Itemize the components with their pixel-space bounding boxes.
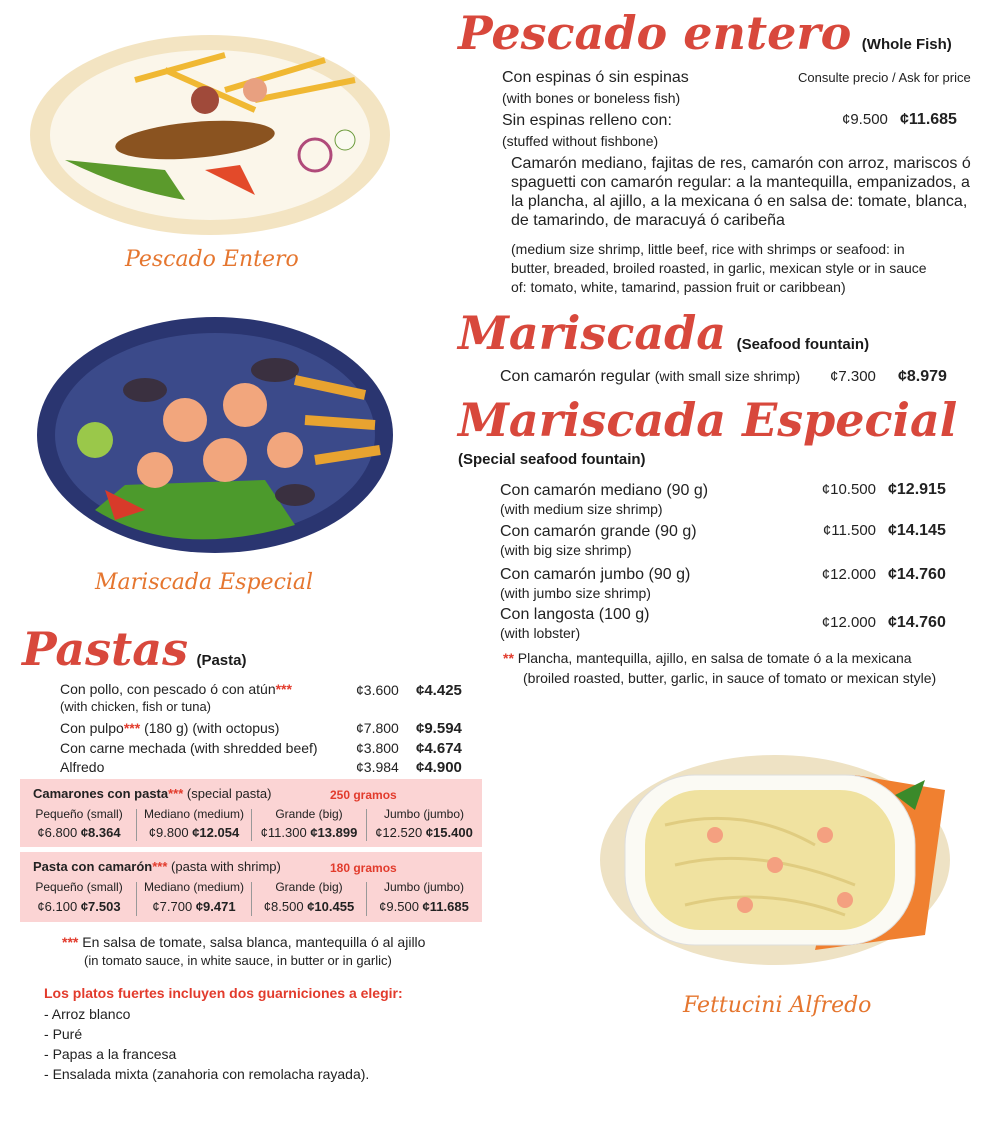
size-label: Mediano (medium) bbox=[143, 880, 245, 894]
size-new-price: ¢8.364 bbox=[80, 825, 121, 840]
size-new-price: ¢10.455 bbox=[307, 899, 355, 914]
size-label: Pequeño (small) bbox=[35, 880, 123, 894]
especial-item-name: Con camarón jumbo (90 g) bbox=[500, 566, 691, 583]
size-label: Grande (big) bbox=[275, 807, 343, 821]
especial-item-new-price: ¢14.145 bbox=[888, 522, 946, 539]
divider bbox=[251, 809, 252, 841]
whole-fish-plate-image bbox=[25, 20, 395, 240]
pasta-item-mark: *** bbox=[123, 720, 141, 736]
size-old-price: ¢12.520 bbox=[375, 825, 423, 840]
pasta-item-name: Alfredo bbox=[60, 759, 105, 775]
size-new-price: ¢12.054 bbox=[192, 825, 240, 840]
pasta-con-camaron-box bbox=[20, 852, 482, 922]
mariscada-item-en: (with small size shrimp) bbox=[654, 368, 801, 384]
pasta-item-name: Con pulpo bbox=[60, 720, 124, 736]
size-new-price: ¢15.400 bbox=[425, 825, 473, 840]
whole-fish-item1-en: (with bones or boneless fish) bbox=[502, 90, 681, 106]
especial-item-en: (with jumbo size shrimp) bbox=[500, 585, 651, 601]
size-new-price: ¢9.471 bbox=[195, 899, 236, 914]
box-mark: *** bbox=[168, 786, 184, 801]
camarones-con-pasta-box bbox=[20, 779, 482, 847]
especial-item-old-price: ¢10.500 bbox=[821, 481, 876, 498]
size-price bbox=[255, 899, 363, 914]
whole-fish-item2-old-price: ¢9.500 bbox=[842, 111, 888, 128]
size-label: Jumbo (jumbo) bbox=[383, 880, 465, 894]
especial-note-mark: ** bbox=[503, 650, 514, 666]
side-item: - Ensalada mixta (zanahoria con remolacha rayada). bbox=[44, 1064, 369, 1084]
especial-item-en: (with lobster) bbox=[500, 625, 581, 641]
pastas-note-en: (in tomato sauce, in white sauce, in butter or in garlic) bbox=[84, 953, 392, 968]
sides-heading: Los platos fuertes incluyen dos guarniciones a elegir: bbox=[44, 985, 403, 1001]
size-price bbox=[370, 899, 478, 914]
whole-fish-desc: Camarón mediano, fajitas de res, camarón con arroz, mariscos ó spaguetti con camarón regular: a la mantequilla, empanizados, a la plancha, al ajillo, a la mexicana ó en salsa de: tomate, blanca, de tamarindo, de maracuyá ó caribeña bbox=[511, 155, 971, 229]
divider bbox=[366, 809, 367, 841]
mariscada-new-price: ¢8.979 bbox=[898, 368, 947, 385]
especial-item-name: Con camarón mediano (90 g) bbox=[500, 482, 709, 499]
pasta-new-price: ¢9.594 bbox=[416, 720, 462, 737]
size-new-price: ¢11.685 bbox=[422, 899, 469, 914]
size-old-price: ¢8.500 bbox=[263, 899, 304, 914]
especial-item-new-price: ¢14.760 bbox=[888, 566, 946, 583]
pasta-new-price: ¢4.900 bbox=[416, 759, 462, 776]
size-price bbox=[25, 899, 133, 914]
box-title bbox=[33, 859, 281, 874]
caption-mariscada: Mariscada Especial bbox=[95, 570, 314, 595]
seafood-platter-image bbox=[35, 310, 395, 560]
box-name: Pasta con camarón bbox=[33, 859, 153, 874]
pasta-item bbox=[60, 681, 292, 698]
pastas-note bbox=[62, 934, 425, 951]
pasta-old-price: ¢3.600 bbox=[356, 682, 399, 698]
size-old-price: ¢11.300 bbox=[260, 825, 307, 840]
size-new-price: ¢13.899 bbox=[310, 825, 358, 840]
especial-note-text: Plancha, mantequilla, ajillo, en salsa de tomate ó a la mexicana bbox=[517, 650, 912, 666]
size-old-price: ¢6.100 bbox=[37, 899, 78, 914]
size-old-price: ¢9.500 bbox=[379, 899, 419, 914]
box-rest: (pasta with shrimp) bbox=[167, 859, 281, 874]
size-label: Jumbo (jumbo) bbox=[383, 807, 465, 821]
size-old-price: ¢7.700 bbox=[152, 899, 193, 914]
size-label: Pequeño (small) bbox=[35, 807, 123, 821]
whole-fish-item1-price: Consulte precio / Ask for price bbox=[798, 70, 971, 85]
side-item: - Papas a la francesa bbox=[44, 1044, 369, 1064]
size-price bbox=[140, 899, 248, 914]
especial-item-new-price: ¢14.760 bbox=[888, 614, 946, 631]
box-name: Camarones con pasta bbox=[33, 786, 169, 801]
especial-item-name: Con camarón grande (90 g) bbox=[500, 523, 697, 540]
mariscada-item-name: Con camarón regular bbox=[500, 368, 651, 385]
especial-item-new-price: ¢12.915 bbox=[888, 481, 946, 498]
pasta-item-name: Con carne mechada (with shredded beef) bbox=[60, 740, 318, 756]
mariscada-title: Mariscada bbox=[458, 306, 727, 360]
especial-title: Mariscada Especial bbox=[458, 393, 958, 447]
divider bbox=[366, 882, 367, 916]
size-price bbox=[255, 825, 363, 840]
box-rest: (special pasta) bbox=[183, 786, 272, 801]
size-label: Grande (big) bbox=[275, 880, 343, 894]
especial-item-old-price: ¢12.000 bbox=[821, 614, 876, 631]
pasta-item bbox=[60, 720, 279, 737]
especial-subtitle: (Special seafood fountain) bbox=[458, 451, 646, 468]
pasta-item-en: (with chicken, fish or tuna) bbox=[60, 699, 212, 714]
pasta-item-mark: *** bbox=[275, 681, 292, 697]
pasta-item-name: Con pollo, con pescado ó con atún bbox=[60, 681, 276, 697]
caption-whole-fish: Pescado Entero bbox=[125, 247, 299, 272]
sides-list bbox=[44, 1004, 369, 1084]
size-price bbox=[370, 825, 478, 840]
mariscada-old-price: ¢7.300 bbox=[830, 368, 876, 385]
whole-fish-header bbox=[458, 6, 952, 60]
divider bbox=[136, 809, 137, 841]
fettucini-dish-image bbox=[595, 735, 955, 980]
mariscada-item bbox=[500, 367, 800, 386]
box-title bbox=[33, 786, 271, 801]
especial-item-old-price: ¢12.000 bbox=[821, 566, 876, 583]
pasta-old-price: ¢7.800 bbox=[356, 720, 399, 736]
box-grams: 250 gramos bbox=[330, 788, 397, 802]
pasta-old-price: ¢3.800 bbox=[356, 740, 399, 756]
side-item: - Arroz blanco bbox=[44, 1004, 369, 1024]
mariscada-subtitle: (Seafood fountain) bbox=[736, 336, 870, 353]
especial-item-old-price: ¢11.500 bbox=[822, 522, 876, 539]
whole-fish-item1: Con espinas ó sin espinas bbox=[502, 69, 689, 86]
pastas-title: Pastas bbox=[22, 622, 189, 676]
especial-note-en: (broiled roasted, butter, garlic, in sauce of tomato or mexican style) bbox=[523, 670, 937, 686]
pasta-new-price: ¢4.674 bbox=[416, 740, 462, 757]
whole-fish-title: Pescado entero bbox=[458, 6, 852, 60]
especial-item-en: (with big size shrimp) bbox=[500, 542, 632, 558]
pasta-new-price: ¢4.425 bbox=[416, 682, 462, 699]
whole-fish-item2-new-price: ¢11.685 bbox=[900, 111, 957, 128]
especial-note bbox=[503, 650, 912, 667]
whole-fish-item2: Sin espinas relleno con: bbox=[502, 112, 672, 129]
caption-fettucini: Fettucini Alfredo bbox=[683, 993, 872, 1018]
pastas-note-text: En salsa de tomate, salsa blanca, mantequilla ó al ajillo bbox=[82, 934, 426, 950]
divider bbox=[251, 882, 252, 916]
pasta-old-price: ¢3.984 bbox=[356, 759, 399, 775]
pastas-note-mark: *** bbox=[62, 934, 79, 950]
size-old-price: ¢6.800 bbox=[37, 825, 78, 840]
whole-fish-item2-en: (stuffed without fishbone) bbox=[502, 133, 659, 149]
size-price bbox=[140, 825, 248, 840]
size-old-price: ¢9.800 bbox=[148, 825, 189, 840]
size-new-price: ¢7.503 bbox=[80, 899, 121, 914]
especial-item-name: Con langosta (100 g) bbox=[500, 606, 650, 623]
side-item: - Puré bbox=[44, 1024, 369, 1044]
pastas-header bbox=[22, 622, 247, 676]
pasta-item-rest: (180 g) (with octopus) bbox=[140, 720, 280, 736]
size-label: Mediano (medium) bbox=[143, 807, 245, 821]
pastas-subtitle: (Pasta) bbox=[196, 652, 247, 669]
box-grams: 180 gramos bbox=[330, 861, 397, 875]
especial-item-en: (with medium size shrimp) bbox=[500, 501, 663, 517]
whole-fish-desc-en: (medium size shrimp, little beef, rice with shrimps or seafood: in butter, breaded, broiled roasted, in garlic, mexican style or in sauce of: tomato, white, tamarind, passion fruit or caribbean) bbox=[511, 241, 927, 295]
box-mark: *** bbox=[152, 859, 168, 874]
whole-fish-subtitle: (Whole Fish) bbox=[861, 36, 952, 53]
divider bbox=[136, 882, 137, 916]
mariscada-header bbox=[458, 306, 869, 360]
size-price bbox=[25, 825, 133, 840]
